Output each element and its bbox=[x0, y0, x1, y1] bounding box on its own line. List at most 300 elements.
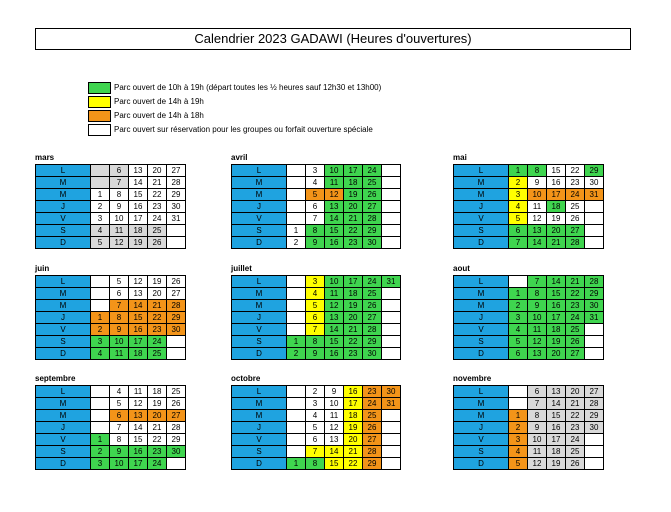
weekday-label: M bbox=[454, 398, 509, 410]
weekday-label: L bbox=[454, 276, 509, 288]
date-cell: 10 bbox=[325, 165, 344, 177]
date-cell bbox=[91, 276, 110, 288]
weekday-label: V bbox=[454, 213, 509, 225]
date-cell: 30 bbox=[167, 201, 186, 213]
legend-label: Parc ouvert de 14h à 19h bbox=[114, 97, 204, 106]
week-row bbox=[36, 312, 186, 324]
legend-label: Parc ouvert sur réservation pour les groupes ou forfait ouverture spéciale bbox=[114, 125, 373, 134]
date-cell bbox=[91, 288, 110, 300]
date-cell: 4 bbox=[306, 288, 325, 300]
weekday-label: M bbox=[232, 300, 287, 312]
date-cell: 22 bbox=[344, 225, 363, 237]
date-cell bbox=[167, 348, 186, 360]
date-cell: 5 bbox=[509, 213, 528, 225]
date-cell: 6 bbox=[509, 225, 528, 237]
month-block bbox=[231, 374, 401, 470]
week-row bbox=[232, 189, 401, 201]
month-table bbox=[231, 275, 401, 360]
weekday-label: D bbox=[232, 348, 287, 360]
date-cell: 3 bbox=[91, 458, 110, 470]
week-row bbox=[454, 288, 604, 300]
date-cell bbox=[287, 324, 306, 336]
date-cell: 16 bbox=[547, 177, 566, 189]
weekday-label: S bbox=[232, 336, 287, 348]
date-cell bbox=[287, 288, 306, 300]
date-cell bbox=[382, 324, 401, 336]
date-cell: 19 bbox=[547, 458, 566, 470]
date-cell: 12 bbox=[325, 300, 344, 312]
date-cell: 26 bbox=[363, 300, 382, 312]
date-cell: 7 bbox=[528, 276, 547, 288]
date-cell: 12 bbox=[129, 398, 148, 410]
week-row bbox=[36, 422, 186, 434]
date-cell: 14 bbox=[129, 422, 148, 434]
date-cell: 22 bbox=[148, 434, 167, 446]
date-cell: 8 bbox=[110, 434, 129, 446]
weekday-label: M bbox=[232, 189, 287, 201]
legend-item bbox=[88, 81, 381, 94]
week-row bbox=[36, 165, 186, 177]
date-cell: 1 bbox=[91, 312, 110, 324]
date-cell bbox=[382, 225, 401, 237]
date-cell: 27 bbox=[363, 434, 382, 446]
date-cell bbox=[287, 213, 306, 225]
date-cell: 29 bbox=[585, 410, 604, 422]
date-cell: 22 bbox=[566, 165, 585, 177]
month-name: mai bbox=[453, 153, 467, 162]
week-row bbox=[36, 336, 186, 348]
date-cell: 6 bbox=[110, 165, 129, 177]
date-cell: 24 bbox=[566, 189, 585, 201]
week-row bbox=[36, 225, 186, 237]
date-cell: 14 bbox=[325, 213, 344, 225]
month-block bbox=[35, 153, 186, 249]
date-cell: 11 bbox=[129, 386, 148, 398]
date-cell: 12 bbox=[129, 276, 148, 288]
date-cell: 22 bbox=[566, 410, 585, 422]
week-row bbox=[232, 225, 401, 237]
date-cell: 19 bbox=[547, 336, 566, 348]
date-cell: 20 bbox=[547, 225, 566, 237]
date-cell: 9 bbox=[306, 237, 325, 249]
weekday-label: D bbox=[454, 458, 509, 470]
weekday-label: S bbox=[36, 225, 91, 237]
month-table bbox=[35, 385, 186, 470]
date-cell: 24 bbox=[566, 312, 585, 324]
date-cell: 12 bbox=[528, 458, 547, 470]
week-row bbox=[232, 422, 401, 434]
date-cell: 26 bbox=[363, 422, 382, 434]
date-cell: 22 bbox=[566, 288, 585, 300]
date-cell: 15 bbox=[547, 165, 566, 177]
date-cell: 1 bbox=[91, 434, 110, 446]
weekday-label: M bbox=[36, 288, 91, 300]
date-cell: 11 bbox=[325, 410, 344, 422]
week-row bbox=[36, 237, 186, 249]
date-cell: 3 bbox=[306, 398, 325, 410]
week-row bbox=[36, 324, 186, 336]
date-cell: 3 bbox=[91, 336, 110, 348]
date-cell: 12 bbox=[528, 336, 547, 348]
date-cell bbox=[287, 446, 306, 458]
week-row bbox=[36, 458, 186, 470]
date-cell: 16 bbox=[129, 324, 148, 336]
weekday-label: J bbox=[232, 201, 287, 213]
weekday-label: D bbox=[36, 237, 91, 249]
date-cell: 2 bbox=[509, 177, 528, 189]
date-cell: 20 bbox=[547, 348, 566, 360]
date-cell: 26 bbox=[566, 213, 585, 225]
date-cell: 31 bbox=[382, 398, 401, 410]
date-cell: 29 bbox=[363, 336, 382, 348]
date-cell: 30 bbox=[167, 446, 186, 458]
weekday-label: S bbox=[36, 336, 91, 348]
date-cell bbox=[287, 386, 306, 398]
legend-label: Parc ouvert de 10h à 19h (départ toutes les ½ heures sauf 12h30 et 13h00) bbox=[114, 83, 382, 92]
date-cell: 11 bbox=[325, 288, 344, 300]
weekday-label: J bbox=[36, 201, 91, 213]
weekday-label: D bbox=[232, 458, 287, 470]
date-cell: 21 bbox=[344, 446, 363, 458]
date-cell: 27 bbox=[585, 386, 604, 398]
week-row bbox=[36, 398, 186, 410]
date-cell: 5 bbox=[91, 237, 110, 249]
date-cell bbox=[91, 165, 110, 177]
date-cell: 25 bbox=[566, 446, 585, 458]
date-cell bbox=[382, 348, 401, 360]
date-cell: 3 bbox=[91, 213, 110, 225]
date-cell: 28 bbox=[167, 177, 186, 189]
date-cell: 27 bbox=[167, 410, 186, 422]
date-cell: 18 bbox=[547, 446, 566, 458]
date-cell: 16 bbox=[344, 386, 363, 398]
week-row bbox=[454, 237, 604, 249]
date-cell: 17 bbox=[547, 189, 566, 201]
date-cell: 28 bbox=[167, 422, 186, 434]
week-row bbox=[454, 398, 604, 410]
date-cell: 9 bbox=[110, 446, 129, 458]
weekday-label: L bbox=[232, 386, 287, 398]
date-cell bbox=[382, 446, 401, 458]
date-cell: 19 bbox=[344, 189, 363, 201]
week-row bbox=[232, 348, 401, 360]
date-cell bbox=[585, 336, 604, 348]
weekday-label: M bbox=[36, 177, 91, 189]
weekday-label: V bbox=[36, 324, 91, 336]
date-cell: 24 bbox=[148, 336, 167, 348]
week-row bbox=[36, 288, 186, 300]
date-cell bbox=[585, 213, 604, 225]
week-row bbox=[454, 348, 604, 360]
date-cell: 24 bbox=[148, 213, 167, 225]
date-cell: 6 bbox=[306, 434, 325, 446]
date-cell bbox=[382, 177, 401, 189]
date-cell: 3 bbox=[306, 165, 325, 177]
date-cell: 14 bbox=[129, 300, 148, 312]
date-cell: 17 bbox=[129, 336, 148, 348]
date-cell: 4 bbox=[91, 348, 110, 360]
date-cell: 17 bbox=[344, 398, 363, 410]
date-cell: 25 bbox=[363, 288, 382, 300]
month-table bbox=[453, 164, 604, 249]
date-cell: 24 bbox=[566, 434, 585, 446]
date-cell: 18 bbox=[344, 288, 363, 300]
date-cell: 23 bbox=[148, 446, 167, 458]
date-cell: 23 bbox=[566, 177, 585, 189]
date-cell: 18 bbox=[547, 201, 566, 213]
week-row bbox=[454, 458, 604, 470]
week-row bbox=[454, 225, 604, 237]
date-cell: 14 bbox=[129, 177, 148, 189]
date-cell: 4 bbox=[509, 201, 528, 213]
date-cell: 19 bbox=[344, 300, 363, 312]
date-cell bbox=[91, 177, 110, 189]
date-cell bbox=[382, 165, 401, 177]
date-cell: 4 bbox=[306, 410, 325, 422]
date-cell: 6 bbox=[110, 410, 129, 422]
weekday-label: M bbox=[36, 300, 91, 312]
date-cell: 15 bbox=[325, 225, 344, 237]
date-cell: 6 bbox=[509, 348, 528, 360]
date-cell: 27 bbox=[363, 312, 382, 324]
weekday-label: D bbox=[232, 237, 287, 249]
month-block bbox=[231, 153, 401, 249]
date-cell: 5 bbox=[110, 276, 129, 288]
week-row bbox=[232, 288, 401, 300]
week-row bbox=[36, 201, 186, 213]
date-cell: 27 bbox=[167, 165, 186, 177]
date-cell bbox=[382, 458, 401, 470]
date-cell bbox=[585, 458, 604, 470]
date-cell: 25 bbox=[363, 410, 382, 422]
date-cell: 5 bbox=[306, 422, 325, 434]
date-cell: 22 bbox=[344, 458, 363, 470]
date-cell: 11 bbox=[528, 324, 547, 336]
date-cell: 2 bbox=[509, 300, 528, 312]
date-cell: 11 bbox=[528, 446, 547, 458]
date-cell: 7 bbox=[110, 177, 129, 189]
month-block bbox=[35, 374, 186, 470]
date-cell: 7 bbox=[110, 300, 129, 312]
date-cell: 28 bbox=[167, 300, 186, 312]
date-cell: 23 bbox=[566, 300, 585, 312]
date-cell: 19 bbox=[344, 422, 363, 434]
legend-swatch bbox=[88, 82, 111, 94]
month-block bbox=[231, 264, 401, 360]
date-cell bbox=[287, 300, 306, 312]
date-cell: 25 bbox=[148, 348, 167, 360]
date-cell: 4 bbox=[306, 177, 325, 189]
date-cell: 18 bbox=[148, 386, 167, 398]
date-cell: 9 bbox=[528, 177, 547, 189]
date-cell: 19 bbox=[129, 237, 148, 249]
date-cell: 2 bbox=[306, 386, 325, 398]
date-cell: 9 bbox=[325, 386, 344, 398]
date-cell bbox=[382, 312, 401, 324]
date-cell bbox=[382, 300, 401, 312]
weekday-label: M bbox=[232, 398, 287, 410]
date-cell: 29 bbox=[167, 434, 186, 446]
date-cell: 26 bbox=[148, 237, 167, 249]
date-cell bbox=[287, 276, 306, 288]
week-row bbox=[454, 300, 604, 312]
date-cell: 28 bbox=[566, 237, 585, 249]
date-cell: 15 bbox=[325, 336, 344, 348]
date-cell: 1 bbox=[287, 225, 306, 237]
date-cell: 12 bbox=[325, 422, 344, 434]
date-cell: 8 bbox=[528, 410, 547, 422]
date-cell: 29 bbox=[167, 189, 186, 201]
week-row bbox=[232, 458, 401, 470]
date-cell: 20 bbox=[148, 165, 167, 177]
weekday-label: S bbox=[454, 336, 509, 348]
date-cell: 15 bbox=[129, 189, 148, 201]
date-cell bbox=[382, 434, 401, 446]
weekday-label: M bbox=[454, 410, 509, 422]
date-cell: 17 bbox=[344, 276, 363, 288]
week-row bbox=[232, 336, 401, 348]
date-cell: 16 bbox=[547, 300, 566, 312]
legend-item bbox=[88, 109, 381, 122]
week-row bbox=[36, 189, 186, 201]
date-cell: 24 bbox=[148, 458, 167, 470]
date-cell bbox=[167, 458, 186, 470]
date-cell: 27 bbox=[566, 225, 585, 237]
date-cell: 17 bbox=[129, 213, 148, 225]
date-cell: 13 bbox=[547, 386, 566, 398]
date-cell: 19 bbox=[148, 276, 167, 288]
date-cell: 14 bbox=[528, 237, 547, 249]
date-cell: 19 bbox=[547, 213, 566, 225]
weekday-label: D bbox=[454, 348, 509, 360]
date-cell: 28 bbox=[363, 324, 382, 336]
date-cell: 9 bbox=[528, 300, 547, 312]
date-cell: 13 bbox=[325, 434, 344, 446]
week-row bbox=[454, 165, 604, 177]
date-cell: 18 bbox=[547, 324, 566, 336]
date-cell: 10 bbox=[110, 458, 129, 470]
date-cell: 4 bbox=[91, 225, 110, 237]
week-row bbox=[36, 446, 186, 458]
week-row bbox=[232, 276, 401, 288]
date-cell: 26 bbox=[167, 276, 186, 288]
date-cell: 29 bbox=[363, 458, 382, 470]
weekday-label: D bbox=[36, 348, 91, 360]
date-cell: 1 bbox=[287, 458, 306, 470]
week-row bbox=[454, 410, 604, 422]
date-cell: 10 bbox=[528, 434, 547, 446]
date-cell: 26 bbox=[566, 336, 585, 348]
date-cell bbox=[287, 410, 306, 422]
date-cell: 11 bbox=[110, 348, 129, 360]
weekday-label: S bbox=[454, 225, 509, 237]
date-cell bbox=[287, 422, 306, 434]
date-cell bbox=[91, 398, 110, 410]
date-cell bbox=[382, 213, 401, 225]
date-cell: 15 bbox=[547, 410, 566, 422]
date-cell: 7 bbox=[306, 446, 325, 458]
date-cell: 1 bbox=[91, 189, 110, 201]
month-table bbox=[35, 164, 186, 249]
week-row bbox=[36, 434, 186, 446]
date-cell bbox=[585, 225, 604, 237]
date-cell: 13 bbox=[325, 312, 344, 324]
date-cell: 23 bbox=[148, 324, 167, 336]
date-cell: 3 bbox=[509, 312, 528, 324]
date-cell: 28 bbox=[585, 276, 604, 288]
date-cell: 5 bbox=[509, 458, 528, 470]
date-cell: 19 bbox=[148, 398, 167, 410]
week-row bbox=[454, 422, 604, 434]
month-block bbox=[453, 264, 604, 360]
weekday-label: V bbox=[232, 434, 287, 446]
weekday-label: M bbox=[454, 189, 509, 201]
weekday-label: J bbox=[232, 312, 287, 324]
date-cell: 12 bbox=[528, 213, 547, 225]
weekday-label: J bbox=[36, 312, 91, 324]
weekday-label: V bbox=[36, 213, 91, 225]
week-row bbox=[454, 386, 604, 398]
week-row bbox=[232, 434, 401, 446]
weekday-label: J bbox=[36, 422, 91, 434]
date-cell: 6 bbox=[528, 386, 547, 398]
weekday-label: J bbox=[232, 422, 287, 434]
date-cell: 23 bbox=[363, 386, 382, 398]
week-row bbox=[232, 324, 401, 336]
month-block bbox=[453, 153, 604, 249]
date-cell bbox=[509, 386, 528, 398]
date-cell bbox=[382, 422, 401, 434]
week-row bbox=[232, 386, 401, 398]
date-cell bbox=[287, 189, 306, 201]
date-cell bbox=[167, 225, 186, 237]
date-cell: 23 bbox=[344, 348, 363, 360]
month-table bbox=[453, 275, 604, 360]
date-cell: 7 bbox=[509, 237, 528, 249]
date-cell: 17 bbox=[547, 312, 566, 324]
weekday-label: J bbox=[454, 422, 509, 434]
week-row bbox=[454, 324, 604, 336]
date-cell: 9 bbox=[306, 348, 325, 360]
date-cell: 21 bbox=[344, 213, 363, 225]
date-cell bbox=[585, 201, 604, 213]
date-cell: 2 bbox=[287, 348, 306, 360]
legend-label: Parc ouvert de 14h à 18h bbox=[114, 111, 204, 120]
date-cell: 16 bbox=[129, 201, 148, 213]
date-cell: 21 bbox=[566, 276, 585, 288]
date-cell: 12 bbox=[325, 189, 344, 201]
date-cell: 17 bbox=[129, 458, 148, 470]
weekday-label: M bbox=[232, 177, 287, 189]
date-cell bbox=[382, 189, 401, 201]
month-table bbox=[231, 164, 401, 249]
date-cell: 30 bbox=[585, 422, 604, 434]
weekday-label: J bbox=[454, 312, 509, 324]
date-cell: 6 bbox=[110, 288, 129, 300]
date-cell: 22 bbox=[148, 189, 167, 201]
week-row bbox=[232, 237, 401, 249]
date-cell: 20 bbox=[148, 288, 167, 300]
date-cell: 8 bbox=[110, 312, 129, 324]
weekday-label: M bbox=[36, 398, 91, 410]
date-cell: 29 bbox=[363, 225, 382, 237]
date-cell: 4 bbox=[110, 386, 129, 398]
date-cell: 20 bbox=[344, 201, 363, 213]
weekday-label: L bbox=[232, 276, 287, 288]
date-cell: 7 bbox=[306, 213, 325, 225]
date-cell: 26 bbox=[566, 458, 585, 470]
week-row bbox=[454, 177, 604, 189]
